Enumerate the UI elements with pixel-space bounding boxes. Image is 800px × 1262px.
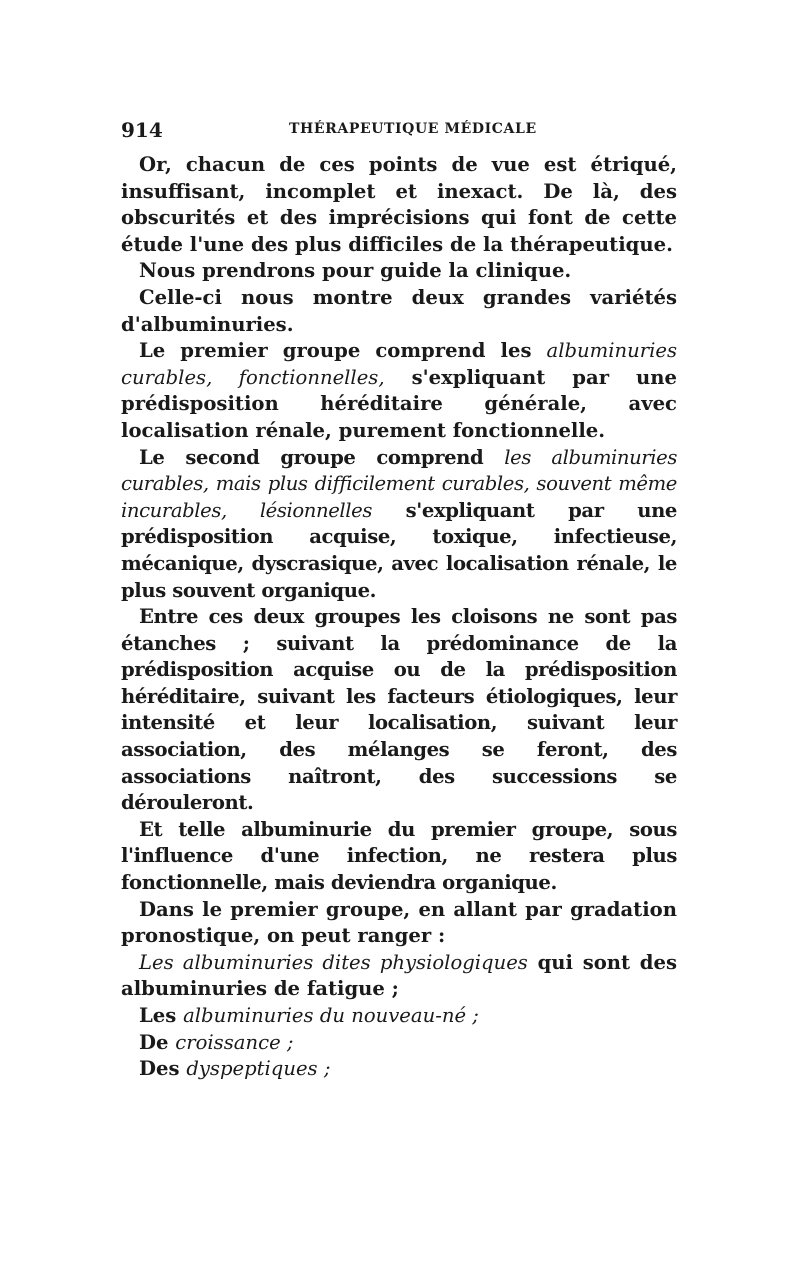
italic-phrase: dyspeptiques ; — [186, 1057, 331, 1081]
paragraph-text: Entre ces deux groupes les cloisons ne sont pas étanches ; suivant la prédominance de la prédisposition acquise ou de la prédisposition héréditaire, suivant les facteurs étiologiques, leur intensité et leur localisation, suivant leur association, des mélanges se feront, des associations naîtront, des successions se dérouleront. — [121, 605, 677, 815]
italic-phrase: Les albuminuries dites physiologiques — [139, 950, 528, 974]
running-header — [121, 118, 677, 152]
paragraph-text: Nous prendrons pour guide la clinique. — [139, 259, 572, 283]
body-text — [121, 152, 677, 1083]
italic-phrase: albuminuries curables, fonctionnelles, — [121, 339, 677, 389]
italic-phrase: les albuminuries curables, mais plus difficilement curables, souvent même incurables, lésionnelles — [121, 445, 677, 522]
italic-phrase: albuminuries du nouveau-né ; — [183, 1004, 479, 1027]
paragraph — [121, 285, 677, 338]
paragraph — [121, 152, 677, 258]
paragraph — [121, 445, 677, 605]
paragraph-text: Celle-ci nous montre deux grandes variétés d'albuminuries. — [121, 285, 677, 336]
list-item-text: Les — [139, 1004, 184, 1027]
list-item — [121, 1003, 677, 1030]
running-title: THÉRAPEUTIQUE MÉDICALE — [289, 121, 537, 137]
list-item — [121, 1056, 677, 1083]
page-number: 914 — [121, 118, 163, 142]
paragraph-text: qui sont des albuminuries de fatigue ; — [121, 950, 677, 1001]
list-item — [121, 1030, 677, 1057]
paragraph — [121, 338, 677, 444]
paragraph-text: Le second groupe comprend — [139, 445, 505, 469]
list-item-text: Des — [139, 1057, 187, 1081]
paragraph-text: s'expliquant par une prédisposition héréditaire générale, avec localisation rénale, purement fonctionnelle. — [121, 365, 677, 442]
paragraph — [121, 258, 677, 285]
paragraph-text: s'expliquant par une prédisposition acquise, toxique, infectieuse, mécanique, dyscrasique, avec localisation rénale, le plus souvent organique. — [121, 498, 678, 602]
paragraph-text: Le premier groupe comprend les — [139, 339, 547, 363]
paragraph — [121, 604, 677, 817]
paragraph — [121, 950, 677, 1003]
paragraph — [121, 817, 677, 897]
paragraph-text: Or, chacun de ces points de vue est étriqué, insuffisant, incomplet et inexact. De là, des obscurités et des imprécisions qui font de cette étude l'une des plus difficiles de la thérapeutique. — [121, 153, 677, 256]
book-page — [121, 118, 677, 1083]
paragraph — [121, 897, 677, 950]
list-item-text: De — [139, 1030, 176, 1054]
italic-phrase: croissance ; — [175, 1030, 294, 1054]
paragraph-text: Dans le premier groupe, en allant par gradation pronostique, on peut ranger : — [121, 897, 677, 948]
paragraph-text: Et telle albuminurie du premier groupe, sous l'influence d'une infection, ne restera plus fonctionnelle, mais deviendra organique. — [121, 817, 677, 895]
